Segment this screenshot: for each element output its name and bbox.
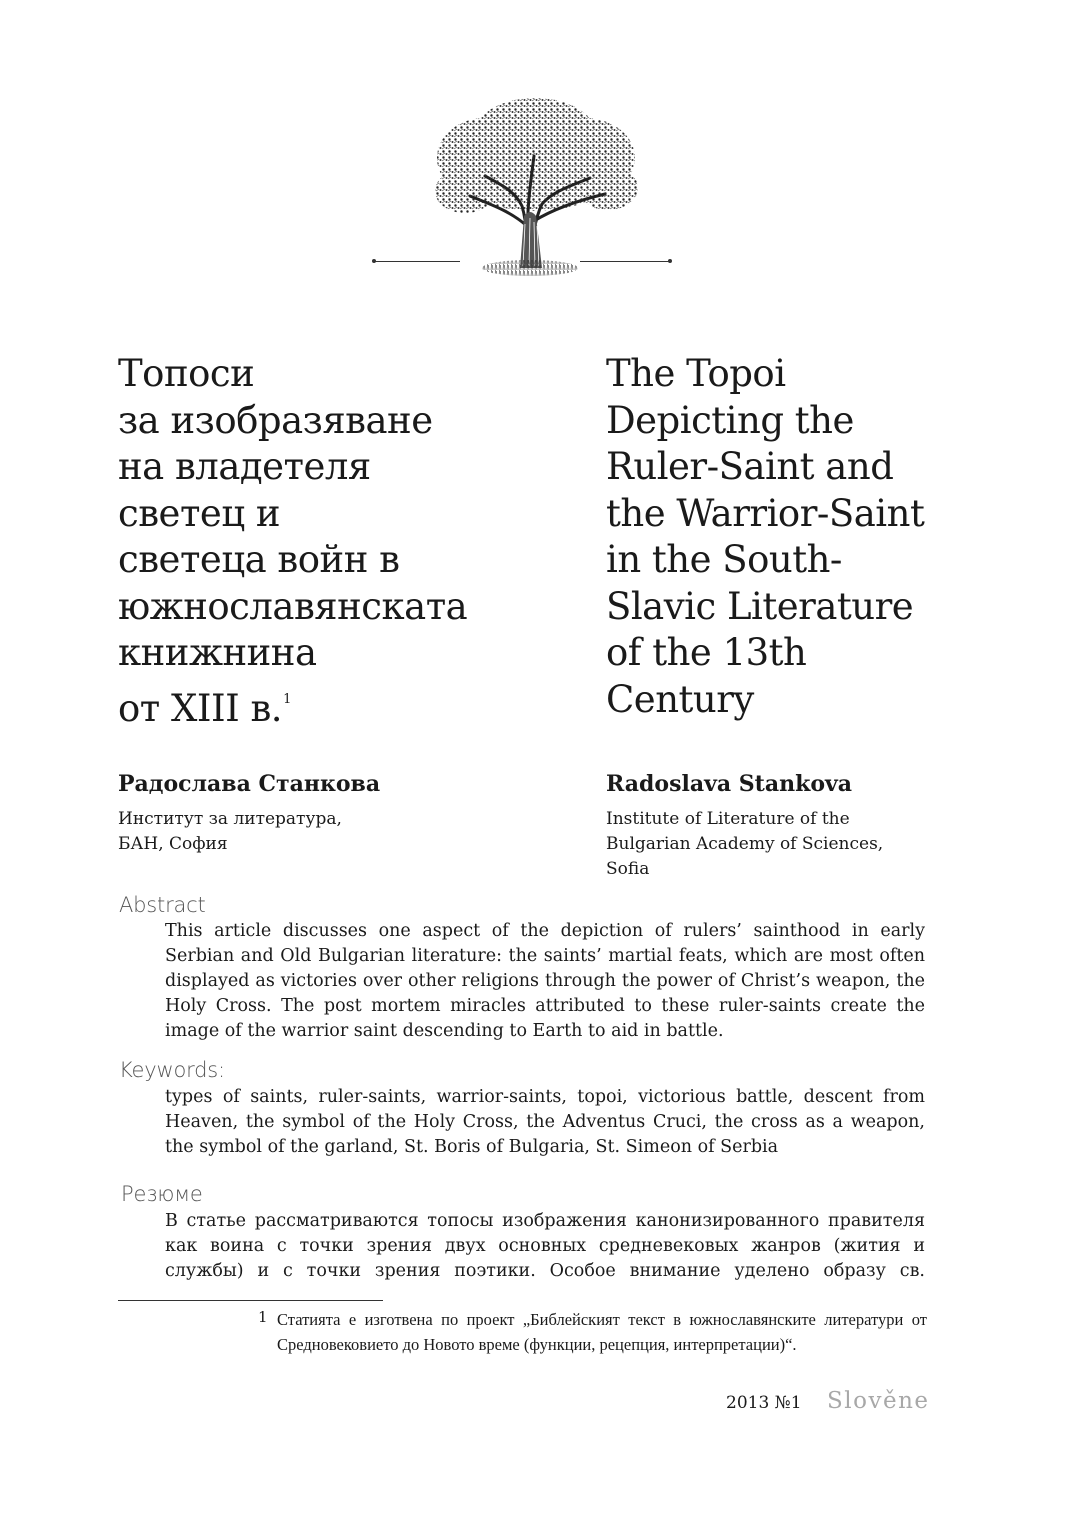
title-bg-line: за изобразяване: [118, 398, 433, 442]
title-bg-line: книжнина: [118, 631, 317, 674]
title-bg-line-last: [118, 677, 467, 733]
author-name-bulgarian: Радослава Станкова: [118, 771, 381, 797]
title-bg-line: Топоси: [118, 352, 255, 395]
affiliation-line: Institute of Literature of the: [606, 809, 850, 829]
title-bg-line-text: от XIII в.: [118, 686, 283, 730]
affiliation-line: Институт за литература,: [118, 809, 342, 829]
tree-illustration-icon: [430, 96, 640, 278]
affiliation-line: Sofia: [606, 859, 650, 879]
abstract-heading: Abstract: [119, 893, 206, 917]
title-bg-line: южнославянската: [118, 584, 468, 628]
title-en-line: the Warrior-Saint: [606, 491, 925, 535]
keywords-heading: Keywords:: [119, 1058, 225, 1082]
affiliation-line: Bulgarian Academy of Sciences,: [606, 834, 884, 854]
ornament-dot-right: [668, 259, 672, 263]
resume-text: В статье рассматриваются топосы изображения канонизированного правителя как воина с точки зрения двух основных средневековых жанров (жития и службы) и с точки зрения поэтики. Особое внимание уделено образу св.: [165, 1211, 925, 1281]
issue-number: 2013 №1: [726, 1393, 802, 1413]
ornament-rule-left: [375, 261, 460, 262]
title-english: [606, 351, 924, 723]
title-en-line: Depicting the: [606, 398, 854, 442]
keywords-text: types of saints, ruler-saints, warrior-saints, topoi, victorious battle, descent from Heaven, the symbol of the Holy Cross, the Adventus Cruci, the cross as a weapon, the symbol of the garland, St. Boris of Bulgaria, St. Simeon of Serbia: [165, 1087, 925, 1157]
footnote-text: Статията е изготвена по проект „Библейският текст в южнославянските литератури от Средновековието до Новото време (функции, рецепция, интерпретации)“.: [277, 1310, 927, 1354]
title-bg-line: на владетеля: [118, 445, 371, 488]
author-name-english: Radoslava Stankova: [606, 771, 853, 797]
author-affiliation-bulgarian: [118, 807, 342, 857]
title-bg-line: светеца войн в: [118, 538, 400, 581]
abstract-text: This article discusses one aspect of the depiction of rulers’ sainthood in early Serbian and Old Bulgarian literature: the saints’ martial feats, which are most often displayed as victories over other religions through the power of Christ’s weapon, the Holy Cross. The post mortem miracles attributed to these ruler-saints create the image of the warrior saint descending to Earth to aid in battle.: [165, 921, 925, 1041]
ornament-rule-right: [580, 261, 670, 262]
affiliation-line: БАН, София: [118, 834, 228, 854]
author-affiliation-english: [606, 807, 883, 882]
footnote-number: 1: [258, 1308, 268, 1326]
footnote-reference[interactable]: 1: [283, 691, 291, 707]
title-en-line: of the 13th: [606, 631, 807, 674]
title-en-line: Century: [606, 677, 754, 721]
title-en-line: in the South-: [606, 538, 842, 581]
journal-name: Slověne: [827, 1388, 930, 1414]
title-bulgarian: [118, 351, 467, 732]
title-en-line: Slavic Literature: [606, 584, 914, 628]
title-bg-line: светец и: [118, 491, 281, 535]
resume-heading: Резюме: [121, 1182, 203, 1206]
footnote-separator: [118, 1300, 383, 1301]
title-en-line: Ruler-Saint and: [606, 445, 894, 488]
title-en-line: The Topoi: [606, 352, 786, 395]
